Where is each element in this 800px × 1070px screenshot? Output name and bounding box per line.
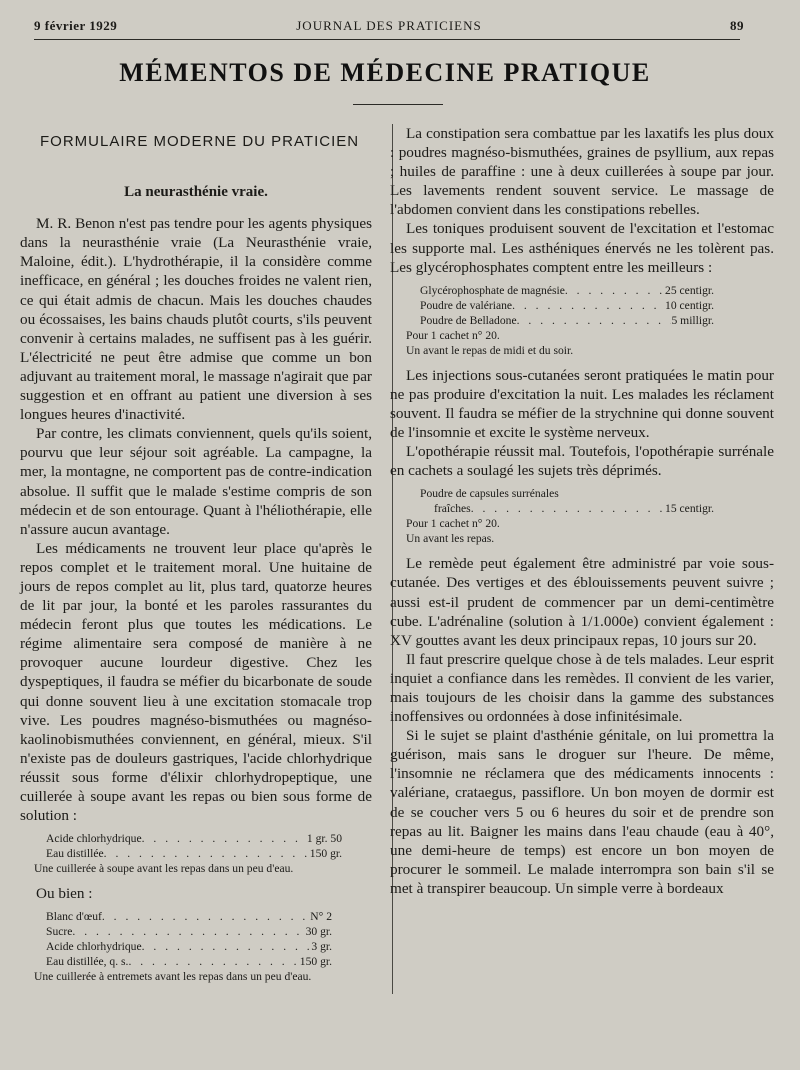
prescription-2 bbox=[20, 909, 372, 984]
running-head bbox=[34, 18, 744, 38]
prescription-note: Un avant les repas. bbox=[406, 532, 495, 546]
prescription-line: Poudre de Belladone . . . 5 milligr. bbox=[390, 313, 774, 328]
prescription-line: Poudre de valériane . . . 10 centigr. bbox=[390, 298, 774, 313]
page-title: MÉMENTOS DE MÉDECINE PRATIQUE bbox=[119, 58, 651, 87]
left-column bbox=[20, 124, 372, 992]
right-column bbox=[390, 124, 774, 898]
paragraph: Les injections sous-cutanées seront pratiquées le matin pour ne pas produire d'excitation la nuit. Les malades les réclament souvent. Il faudra se méfier de la strychnine qui donne souvent de l'insomnie et excite le système nerveux. bbox=[390, 366, 774, 442]
prescription-line: Eau distillée . . . 150 gr. bbox=[20, 846, 372, 861]
ou-bien-label: Ou bien : bbox=[36, 885, 93, 903]
journal-name: JOURNAL DES PRATICIENS bbox=[296, 18, 482, 33]
prescription-3 bbox=[390, 283, 774, 358]
prescription-line: Poudre de capsules surrénales bbox=[420, 487, 559, 501]
prescription-line: Eau distillée, q. s. . . . 150 gr. bbox=[20, 954, 372, 969]
paragraph: M. R. Benon n'est pas tendre pour les agents physiques dans la neurasthénie vraie (La Neurasthénie vraie, Maloine, édit.). L'hydrothérapie, il la considère comme inefficace, en général ; les douches froides ne valent rien, ce qui était admis de chacun. Mais les douches chaudes ou écossaises, les bains chauds plutôt courts, s'ils peuvent convenir à certains malades, ne suffisent pas à les guérir. L'électricité ne peut être admise que comme un bon adjuvant au traitement moral, le massage n'agirait que par suggestion et en offrant au patient une diversion à ses longues heures d'inactivité. bbox=[20, 215, 372, 424]
paragraph: Les médicaments ne trouvent leur place qu'après le repos complet et le traitement moral. Une huitaine de jours de repos complet au lit, plus tard, quatorze heures de lit par jour, la bonté et les paroles rassurantes du médecin feront plus que toutes les médications. Le régime alimentaire sera composé de manière à ne provoquer aucune lourdeur digestive. Chez les dyspeptiques, il faudra se méfier du bicarbonate de soude qui donne souvent lieu à une excitation stomacale trop vive. Les poudres magnéso-bismuthées ou magnéso-kaolinobismuthées conviennent, en général, mieux. S'il n'existe pas de douleurs gastriques, l'acide chlorhydrique réussit sous forme d'élixir chlorhydropeptique, une cuillerée à soupe avant les repas ou bien sous forme de solution : bbox=[20, 539, 372, 825]
paragraph: Par contre, les climats conviennent, quels qu'ils soient, pourvu que leur séjour soit agréable. La campagne, la mer, la montagne, ne comportent pas de contre-indication absolue. Il suffit que le malade s'estime compris de son médecin et de son entourage. Quant à l'héliothérapie, elle n'assure aucun avantage. bbox=[20, 425, 372, 538]
issue-date: 9 février 1929 bbox=[34, 18, 118, 33]
paragraph: Le remède peut également être administré par voie sous-cutanée. Des vertiges et des éblouissements peuvent suivre ; aussi est-il prudent de commencer par un demi-centimètre cube. L'adrénaline (solution à 1/1.000e) convient également : XV gouttes avant les deux principaux repas, 10 jours sur 20. bbox=[390, 555, 774, 649]
page-number: 89 bbox=[730, 18, 744, 33]
prescription-line: Sucre . . . 30 gr. bbox=[20, 924, 372, 939]
paragraph: Si le sujet se plaint d'asthénie génitale, on lui promettra la guérison, mais sans le droguer sur l'heure. De même, l'insomnie ne réclamera que des médicaments innocents : valériane, crataegus, passiflore. Un bon moyen de dormir est de se coucher vers 5 ou 6 heures du soir et de prendre son repas au lit. Baigner les mains dans l'eau chaude (eau à 40°, une demi-heure de temps) est encore un bon moyen de procurer le sommeil. Le malade interrompra son bain s'il se met à transpirer beaucoup. Un simple verre à bordeaux bbox=[390, 727, 774, 897]
article-subtitle: La neurasthénie vraie. bbox=[124, 184, 268, 201]
prescription-note: Une cuillerée à entremets avant les repas dans un peu d'eau. bbox=[34, 970, 312, 984]
prescription-line: Glycérophosphate de magnésie . . . 25 centigr. bbox=[390, 283, 774, 298]
prescription-line: fraîches . . . 15 centigr. bbox=[390, 501, 774, 516]
prescription-note: Une cuillerée à soupe avant les repas dans un peu d'eau. bbox=[34, 862, 294, 876]
prescription-4 bbox=[390, 486, 774, 546]
header-rule bbox=[34, 39, 740, 40]
prescription-line: Acide chlorhydrique . . . 3 gr. bbox=[20, 939, 372, 954]
prescription-line: Blanc d'œuf . . . N° 2 bbox=[20, 909, 372, 924]
prescription-note: Pour 1 cachet n° 20. bbox=[406, 328, 500, 342]
prescription-line: Acide chlorhydrique . . . 1 gr. 50 bbox=[20, 831, 372, 846]
paragraph: L'opothérapie réussit mal. Toutefois, l'opothérapie surrénale en cachets a soulagé les sujets très déprimés. bbox=[390, 443, 774, 480]
prescription-note: Pour 1 cachet n° 20. bbox=[406, 517, 500, 531]
prescription-note: Un avant le repas de midi et du soir. bbox=[406, 343, 574, 357]
paragraph: Il faut prescrire quelque chose à de tels malades. Leur esprit inquiet a confiance dans les remèdes. Il convient de les varier, mais toujours de les choisir dans la gamme des substances inoffensives ou ordonnées à dose infinitésimale. bbox=[390, 650, 774, 726]
paragraph: Les toniques produisent souvent de l'excitation et l'estomac les supporte mal. Les asthéniques énervés ne les tolèrent pas. Les glycérophosphates comptent entre les meilleurs : bbox=[390, 220, 774, 276]
section-title: FORMULAIRE MODERNE DU PRATICIEN bbox=[40, 133, 360, 150]
title-rule bbox=[353, 104, 443, 105]
prescription-1 bbox=[20, 831, 372, 876]
paragraph: La constipation sera combattue par les laxatifs les plus doux : poudres magnéso-bismuthées, graines de psyllium, aux repas ; huiles de paraffine : une à deux cuillerées à soupe par jour. Les lavements rendent souvent service. Le massage de l'abdomen convient dans les constipations rebelles. bbox=[390, 125, 774, 219]
